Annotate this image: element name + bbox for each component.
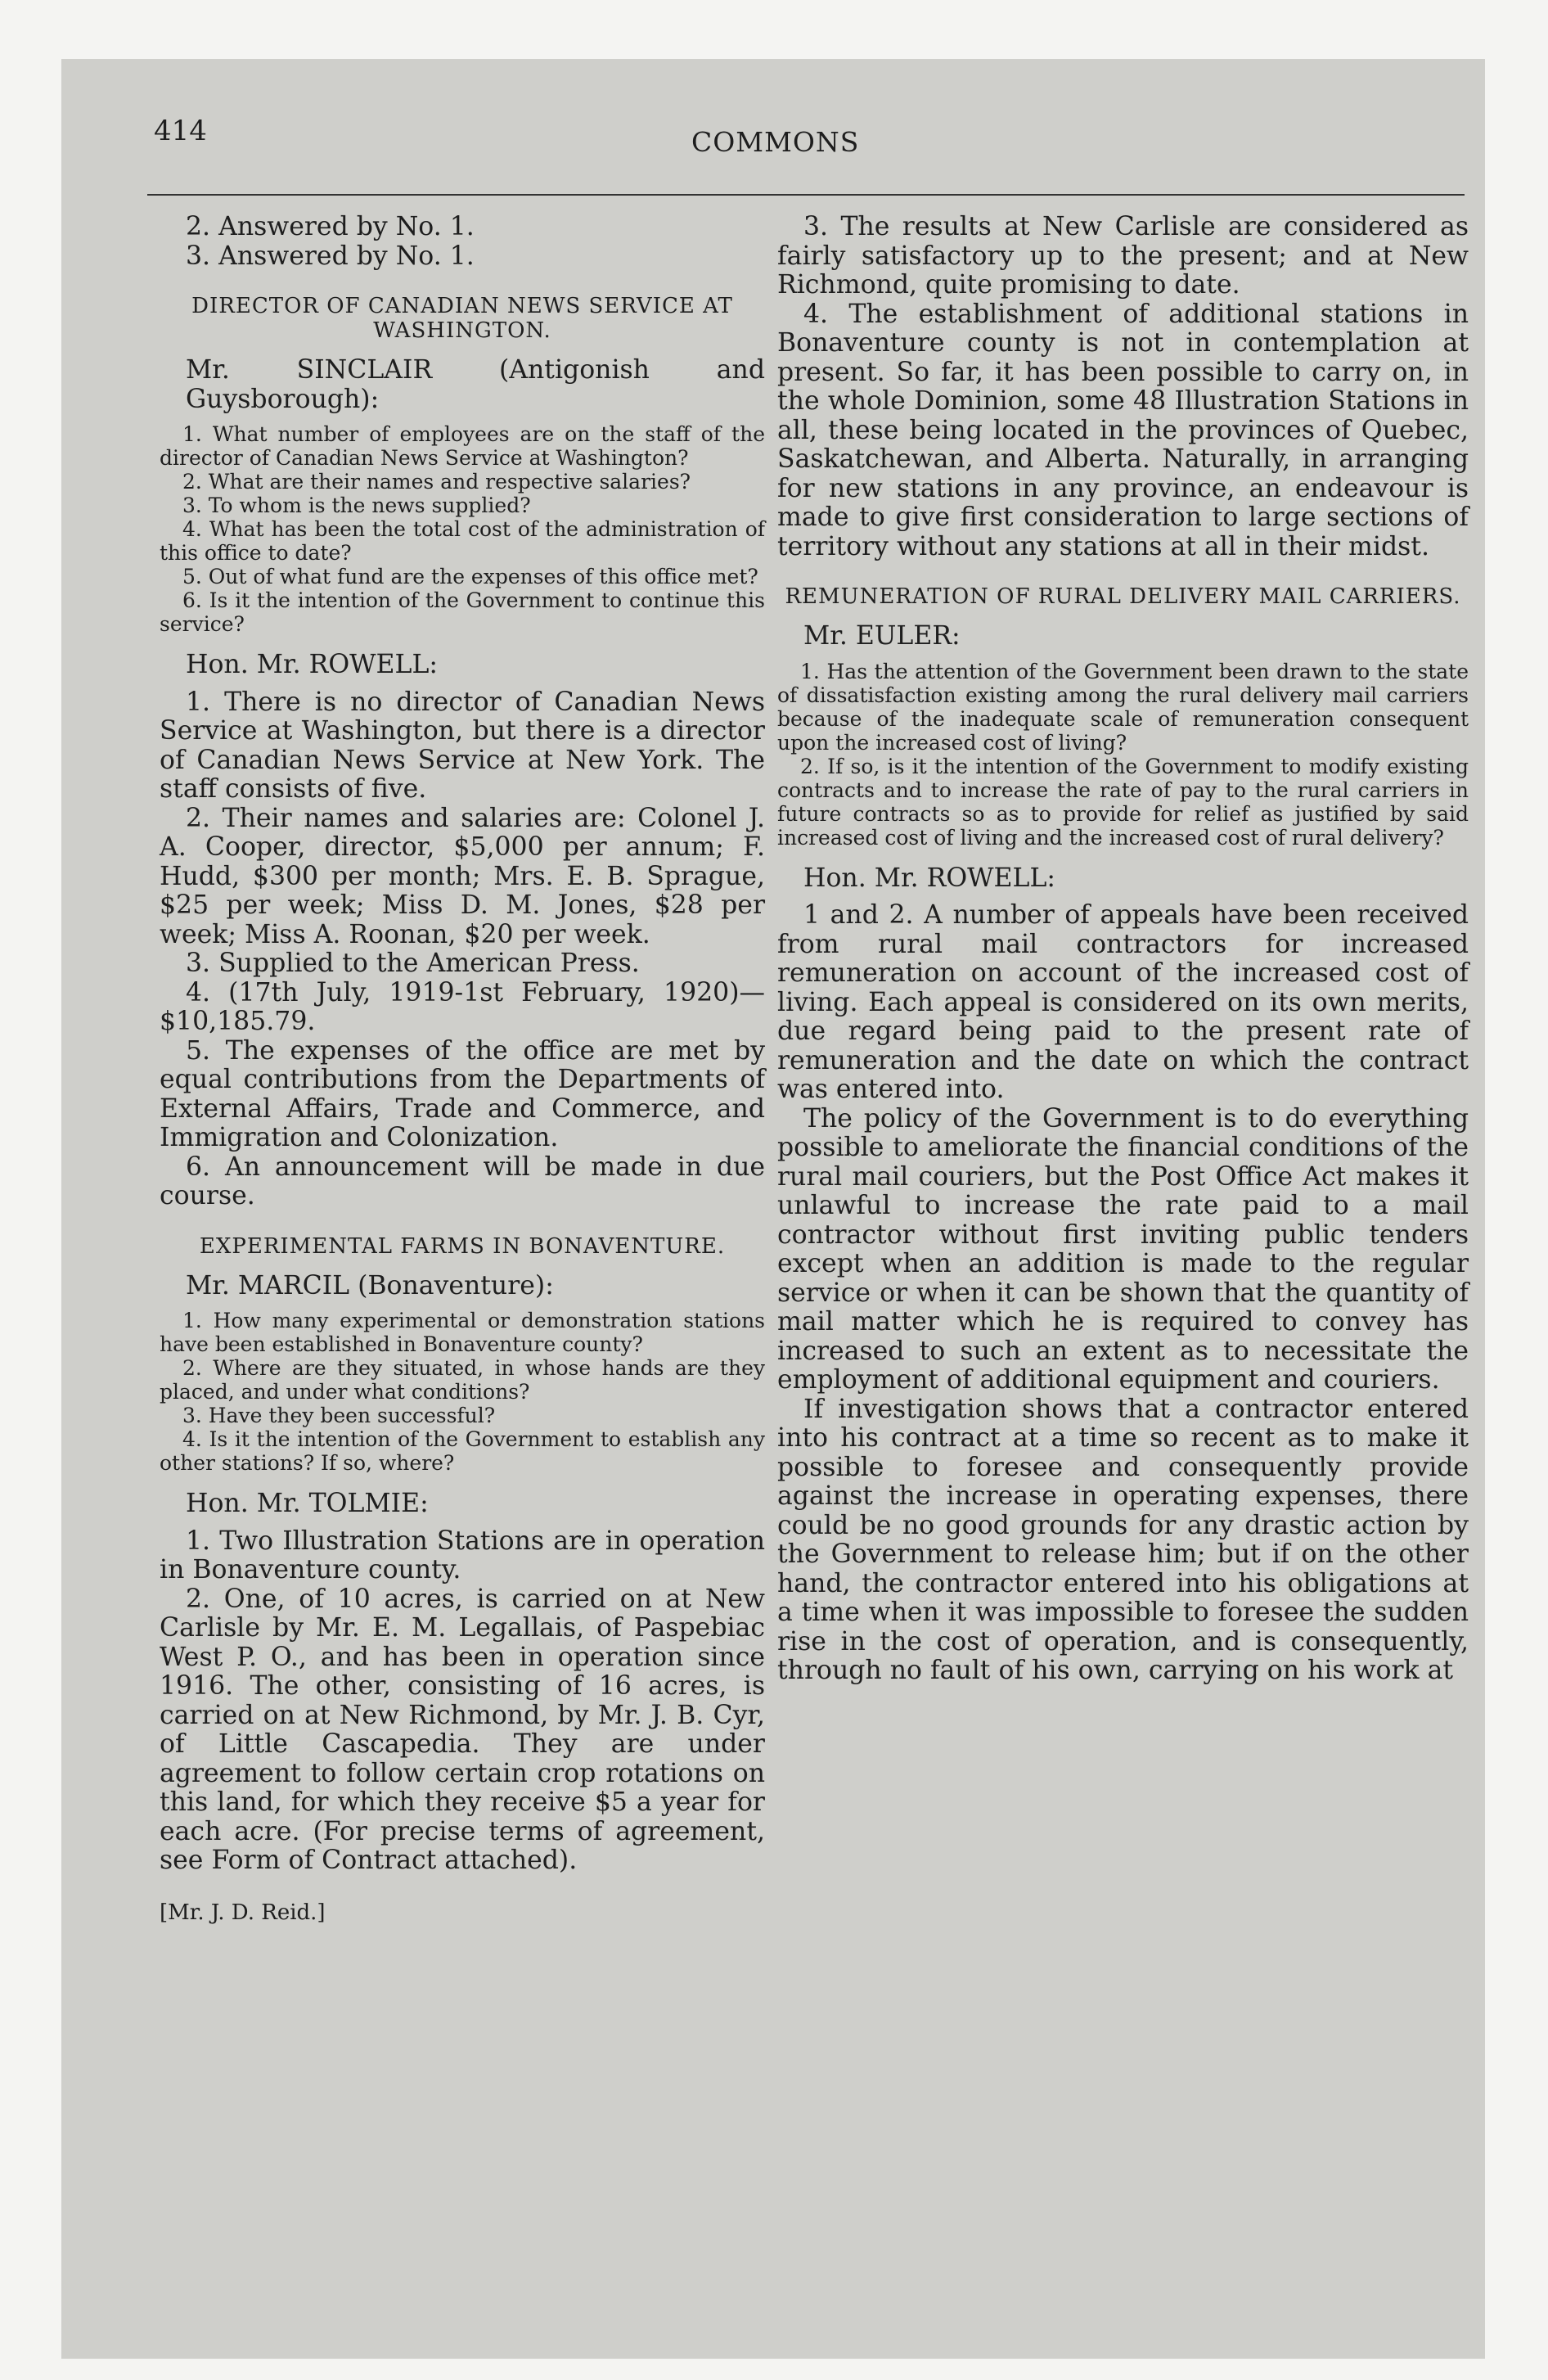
answer-paragraph: 2. One, of 10 acres, is carried on at New Carlisle by Mr. E. M. Legallais, of Paspebiac West P. O., and has been in operation since 1916. The other, consisting of 16 acres, is carried on at New Richmond, by Mr. J. B. Cyr, of Little Cascapedia. They are under agreement to follow certain crop rotations on this land, for which they receive $5 a year for each acre. (For precise terms of agreement, see Form of Contract attached). [160,1584,765,1875]
page-number: 414 [154,115,207,147]
answer-line: 2. Answered by No. 1. [186,212,475,241]
question: 4. Is it the intention of the Government to establish any other stations? If so, where? [160,1427,765,1475]
question: 2. If so, is it the intention of the Government to modify existing contracts and to increase the rate of pay to the rural carriers in future contracts so as to provide for relief as justified by said increased cost of living and the increased cost of rural delivery? [777,754,1469,850]
speaker-name: Mr. MARCIL (Bonaventure): [186,1270,554,1300]
question: 4. What has been the total cost of the administration of this office to date? [160,517,765,565]
question-list [160,1309,765,1475]
answer-paragraph: The policy of the Government is to do everything possible to ameliorate the financial conditions of the rural mail couriers, but the Post Office Act makes it unlawful to increase the rate paid to a mail contractor without first inviting public tenders except when an addition is made to the regular service or when it can be shown that the quantity of mail matter which he is required to convey has increased to such an extent as to necessitate the employment of additional equipment and couriers. [777,1103,1469,1395]
running-head: COMMONS [691,126,860,158]
question-list [777,660,1469,850]
answer-paragraph: 3. Supplied to the American Press. [186,949,640,978]
answer-paragraph: 1. There is no director of Canadian News Service at Washington, but there is a director of Canadian News Service at New York. The staff consists of five. [160,687,765,804]
speaker-name: Hon. Mr. ROWELL: [186,650,438,679]
answer-paragraph: 1. Two Illustration Stations are in operation in Bonaventure county. [160,1526,765,1584]
answer-paragraph: 3. The results at New Carlisle are considered as fairly satisfactory up to the present; and at New Richmond, quite promising to date. [777,212,1469,300]
left-column [160,213,765,1927]
answer-paragraph: 2. Their names and salaries are: Colonel J. A. Cooper, director, $5,000 per annum; F. Hudd, $300 per month; Mrs. E. B. Sprague, $25 per week; Miss D. M. Jones, $28 per week; Miss A. Roonan, $20 per week. [160,803,765,949]
section-heading: EXPERIMENTAL FARMS IN BONAVENTURE. [199,1233,726,1259]
page-signature: [Mr. J. D. Reid.] [160,1900,326,1925]
question: 6. Is it the intention of the Government to continue this service? [160,588,765,636]
answer-line: 3. Answered by No. 1. [186,241,475,271]
question: 2. What are their names and respective salaries? [182,470,691,494]
question: 3. Have they been successful? [182,1404,496,1427]
section-heading: REMUNERATION OF RURAL DELIVERY MAIL CARRIERS. [785,584,1461,609]
question: 1. How many experimental or demonstration stations have been established in Bonaventure county? [160,1309,765,1356]
speaker-name: Hon. Mr. ROWELL: [803,863,1055,893]
question: 1. Has the attention of the Government been drawn to the state of dissatisfaction existing among the rural delivery mail carriers because of the inadequate scale of remuneration consequent upon the increased cost of living? [777,659,1469,755]
speaker-name: Mr. EULER: [803,621,961,651]
answer-paragraph: 6. An announcement will be made in due course. [160,1152,765,1210]
question: 5. Out of what fund are the expenses of this office met? [182,565,758,588]
document-page [61,59,1485,2359]
header-rule [147,194,1465,196]
question-list [160,422,765,636]
question: 1. What number of employees are on the staff of the director of Canadian News Service at Washington? [160,422,765,470]
right-column [777,213,1469,1686]
page-header [61,59,1485,198]
answer-paragraph: 1 and 2. A number of appeals have been received from rural mail contractors for increased remuneration on account of the increased cost of living. Each appeal is considered on its own merits, due regard being paid to the present rate of remuneration and the date on which the contract was entered into. [777,900,1469,1104]
answer-paragraph: 4. (17th July, 1919-1st February, 1920)—$10,185.79. [160,977,765,1036]
speaker-name: Hon. Mr. TOLMIE: [186,1489,429,1518]
answer-paragraph: 5. The expenses of the office are met by equal contributions from the Departments of External Affairs, Trade and Commerce, and Immigration and Colonization. [160,1035,765,1152]
question: 2. Where are they situated, in whose hands are they placed, and under what conditions? [160,1356,765,1404]
section-heading: DIRECTOR OF CANADIAN NEWS SERVICE AT WASHINGTON. [191,294,733,343]
speaker-name: Mr. SINCLAIR (Antigonish and Guysborough): [186,355,765,414]
question: 3. To whom is the news supplied? [182,494,531,517]
answer-paragraph: 4. The establishment of additional stations in Bonaventure county is not in contemplation at present. So far, it has been possible to carry on, in the whole Dominion, some 48 Illustration Stations in all, these being located in the provinces of Quebec, Saskatchewan, and Alberta. Naturally, in arranging for new stations in any province, an endeavour is made to give first consideration to large sections of territory without any stations at all in their midst. [777,299,1469,561]
answer-paragraph: If investigation shows that a contractor entered into his contract at a time so recent as to make it possible to foresee and consequently provide against the increase in operating expenses, there could be no good grounds for any drastic action by the Government to release him; but if on the other hand, the contractor entered into his obligations at a time when it was impossible to foresee the sudden rise in the cost of operation, and is consequently, through no fault of his own, carrying on his work at [777,1394,1469,1685]
